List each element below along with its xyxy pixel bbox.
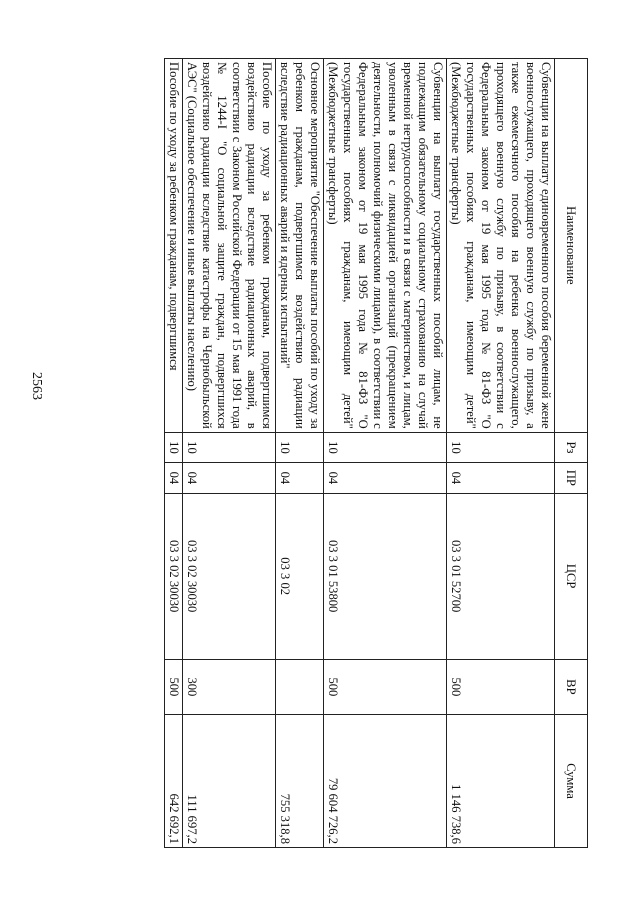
page-number: 2563 <box>29 372 44 400</box>
header-name: Наименование <box>555 59 588 433</box>
header-pr: ПР <box>555 463 588 493</box>
row-vr: 500 <box>324 659 447 714</box>
row-name: Пособие по уходу за ребенком гражданам, подвергшимся <box>165 59 183 433</box>
document-sheet <box>68 58 588 848</box>
row-rz: 10 <box>165 432 183 462</box>
row-csr: 03 3 01 53800 <box>324 493 447 659</box>
table-header-row <box>555 59 588 848</box>
row-vr <box>276 659 324 714</box>
row-pr: 04 <box>324 463 447 493</box>
row-sum: 755 318,8 <box>276 715 324 848</box>
header-vr: ВР <box>555 659 588 714</box>
row-sum: 111 697,2 <box>183 715 276 848</box>
row-rz: 10 <box>183 432 276 462</box>
row-name: Субвенции на выплату государственных пособий лицам, не подлежащим обязательному социальному страхованию на случай временной нетрудоспособности и в связи с материнством, и лицам, уволенным в связи с ликвидацией организаций (прекращением деятельности, полномочий физическими лицами), в соответствии с Федеральным законом от 19 мая 1995 года № 81-ФЗ "О государственных пособиях гражданам, имеющим детей" (Межбюджетные трансферты) <box>324 59 447 433</box>
row-vr: 500 <box>447 659 555 714</box>
row-pr: 04 <box>183 463 276 493</box>
table-row <box>165 59 183 848</box>
row-vr: 500 <box>165 659 183 714</box>
row-name: Субвенции на выплату единовременного пособия беременной жене военнослужащего, проходящего военную службу по призыву, а также ежемесячного пособия на ребенка военнослужащего, проходящего военную службу по призыву, в соответствии с Федеральным законом от 19 мая 1995 года № 81-ФЗ "О государственных пособиях гражданам, имеющим детей" (Межбюджетные трансферты) <box>447 59 555 433</box>
row-name: Пособие по уходу за ребенком гражданам, подвергшимся воздействию радиации вследствие радиационных аварий, в соответствии с Законом Российской Федерации от 15 мая 1991 года № 1244-I "О социальной защите граждан, подвергшихся воздействию радиации вследствие катастрофы на Чернобыльской АЭС" (Социальное обеспечение и иные выплаты населению) <box>183 59 276 433</box>
row-csr: 03 3 02 30030 <box>183 493 276 659</box>
header-rz: Рз <box>555 432 588 462</box>
row-rz: 10 <box>324 432 447 462</box>
row-csr: 03 3 02 30030 <box>165 493 183 659</box>
row-rz: 10 <box>276 432 324 462</box>
row-pr: 04 <box>165 463 183 493</box>
row-pr: 04 <box>447 463 555 493</box>
table-row <box>276 59 324 848</box>
row-pr: 04 <box>276 463 324 493</box>
row-csr: 03 3 02 <box>276 493 324 659</box>
row-name: Основное мероприятие "Обеспечение выплаты пособий по уходу за ребенком гражданам, подвергшимся воздействию радиации вследствие радиационных аварий и ядерных испытаний" <box>276 59 324 433</box>
table-row <box>183 59 276 848</box>
row-sum: 79 604 726,2 <box>324 715 447 848</box>
row-csr: 03 3 01 52700 <box>447 493 555 659</box>
header-sum: Сумма <box>555 715 588 848</box>
table-row <box>447 59 555 848</box>
row-rz: 10 <box>447 432 555 462</box>
row-sum: 1 146 738,6 <box>447 715 555 848</box>
table-row <box>324 59 447 848</box>
row-vr: 300 <box>183 659 276 714</box>
row-sum: 642 692,1 <box>165 715 183 848</box>
budget-table <box>164 58 588 848</box>
header-csr: ЦСР <box>555 493 588 659</box>
